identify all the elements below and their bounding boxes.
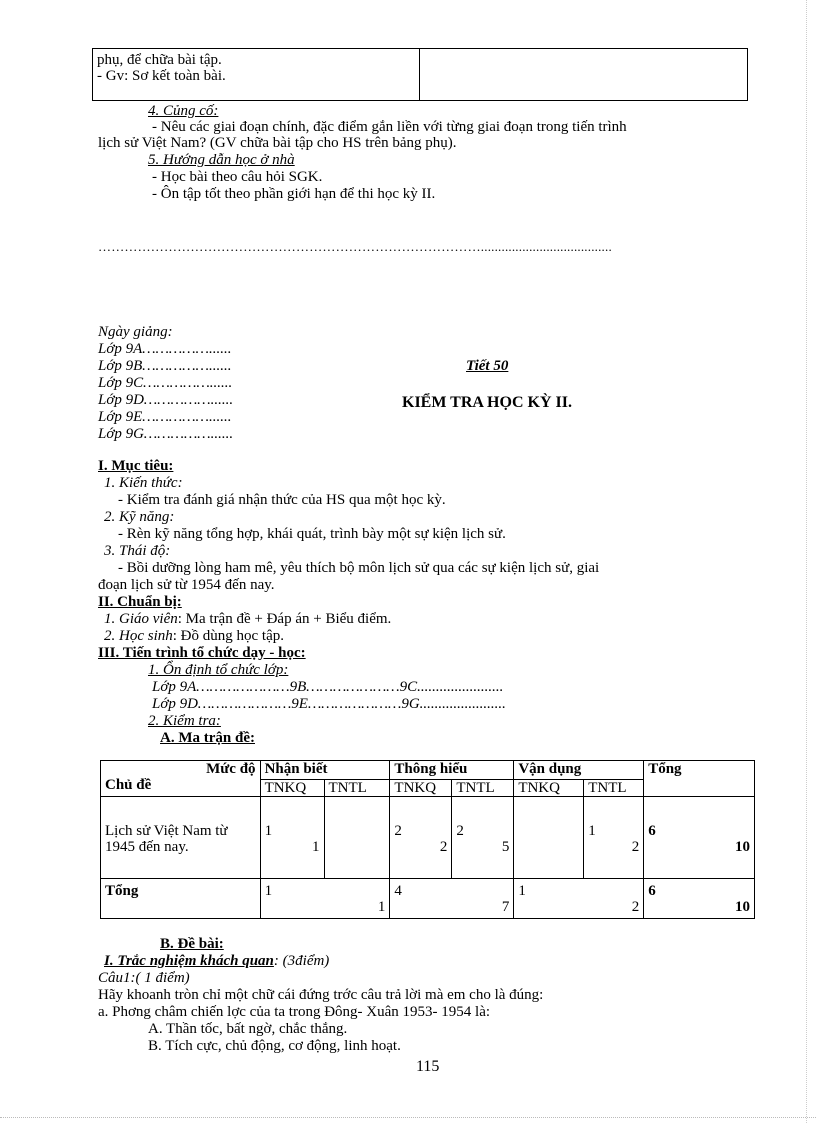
- instruction-text: Hãy khoanh tròn chỉ một chữ cái đứng trớc câu trả lời mà em cho là đúng:: [98, 987, 544, 1003]
- thai-do-text: đoạn lịch sử từ 1954 đến nay.: [98, 577, 275, 593]
- header-tnkq: TNKQ: [390, 780, 452, 797]
- muc-tieu-heading: I. Mục tiêu:: [98, 458, 174, 474]
- gv-label: 1. Giáo viên: [104, 611, 178, 627]
- chuan-bi-gv: [104, 612, 391, 628]
- cung-co-line: - Nêu các giai đoạn chính, đặc điểm gắn liền với từng giai đoạn trong tiến trình: [152, 119, 627, 135]
- lesson-title: KIỂM TRA HỌC KỲ II.: [402, 394, 572, 411]
- ky-nang-label: 2. Kỹ năng:: [104, 509, 175, 525]
- top-table: [92, 48, 748, 101]
- chuan-bi-hs: [104, 629, 284, 645]
- huong-dan-line: - Học bài theo câu hỏi SGK.: [152, 169, 323, 185]
- kien-thuc-text: - Kiểm tra đánh giá nhận thức của HS qua một học kỳ.: [118, 492, 446, 508]
- header-tnkq: TNKQ: [514, 780, 584, 797]
- cell-count: 6: [648, 823, 656, 839]
- topic-text: Lịch sử Việt Nam từ 1945 đến nay.: [105, 823, 228, 855]
- hs-label: 2. Học sinh: [104, 628, 173, 644]
- header-nhan-biet: Nhận biết: [260, 761, 390, 780]
- total-label: Tổng: [101, 879, 261, 919]
- class-roll: Lớp 9D…………………9E…………………9G.......................: [152, 696, 506, 712]
- page-edge-bottom: [0, 1117, 816, 1118]
- class-line: Lớp 9B……………......: [98, 358, 232, 374]
- cell-th-tntl: [452, 797, 514, 879]
- kien-thuc-label: 1. Kiến thức:: [104, 475, 183, 491]
- header-thong-hieu: Thông hiểu: [390, 761, 514, 780]
- total-vd: [514, 879, 644, 919]
- header-tntl: TNTL: [452, 780, 514, 797]
- separator-line: ……………………………………………………………………………......................................: [98, 239, 612, 254]
- header-tntl: TNTL: [584, 780, 644, 797]
- ky-nang-text: - Rèn kỹ năng tổng hợp, khái quát, trình bày một sự kiện lịch sử.: [118, 526, 506, 542]
- question-text: a. Phơng châm chiến lợc của ta trong Đông- Xuân 1953- 1954 là:: [98, 1004, 491, 1020]
- part1-label: I. Trắc nghiệm khách quan: [104, 953, 274, 969]
- gv-text: : Ma trận đề + Đáp án + Biểu điểm.: [177, 611, 392, 627]
- on-dinh-label: 1. Ổn định tổ chức lớp:: [148, 662, 289, 678]
- class-line: Lớp 9G……………......: [98, 426, 234, 442]
- cell-tong: [644, 797, 755, 879]
- cell-count: 1: [264, 883, 273, 899]
- cell-count: 2: [456, 823, 464, 839]
- cell-score: 7: [501, 899, 510, 915]
- lesson-number: Tiết 50: [466, 358, 509, 374]
- header-tntl: TNTL: [324, 780, 390, 797]
- cell-score: 1: [377, 899, 386, 915]
- hs-text: : Đồ dùng học tập.: [172, 628, 284, 644]
- total-nb: [260, 879, 390, 919]
- class-line: Lớp 9E……………......: [98, 409, 232, 425]
- muc-do-label: Mức độ: [206, 761, 256, 777]
- header-tnkq: TNKQ: [260, 780, 324, 797]
- table-line: - Gv: Sơ kết toàn bài.: [97, 68, 226, 84]
- cell-count: 1: [264, 823, 273, 839]
- option-a: A. Thần tốc, bất ngờ, chắc thắng.: [148, 1021, 348, 1037]
- cau1-label: Câu1:( 1 điểm): [98, 970, 190, 986]
- cell-count: 4: [394, 883, 402, 899]
- class-line: Lớp 9A……………......: [98, 341, 232, 357]
- cell-score: 1: [312, 839, 320, 855]
- cell-score: 2: [631, 839, 640, 855]
- cell-score: 10: [735, 899, 750, 915]
- table-divider: [419, 49, 420, 100]
- cell-score: 2: [631, 899, 640, 915]
- cell-score: 2: [439, 839, 448, 855]
- cell-count: 6: [648, 883, 656, 899]
- header-corner: [101, 761, 261, 797]
- part1-score: : (3điểm): [273, 953, 330, 969]
- class-line: Lớp 9C……………......: [98, 375, 233, 391]
- cell-score: 10: [735, 839, 750, 855]
- cell-score: 5: [501, 839, 510, 855]
- page-number: 115: [416, 1058, 440, 1075]
- table-line: phụ, để chữa bài tập.: [97, 52, 222, 68]
- huong-dan-heading: 5. Hướng dẫn học ở nhà: [148, 152, 295, 168]
- class-roll: Lớp 9A…………………9B…………………9C.......................: [152, 679, 504, 695]
- table-cell-left: [97, 52, 226, 84]
- cell-count: 1: [588, 823, 596, 839]
- cell-nb-tntl: [324, 797, 390, 879]
- header-van-dung: Vận dụng: [514, 761, 644, 780]
- huong-dan-line: - Ôn tập tốt theo phần giới hạn để thi học kỳ II.: [152, 186, 436, 202]
- chu-de-label: Chủ đề: [105, 777, 152, 793]
- chuan-bi-heading: II. Chuẩn bị:: [98, 594, 182, 610]
- header-tong: Tổng: [644, 761, 755, 797]
- ngay-giang-label: Ngày giảng:: [98, 324, 173, 340]
- cell-th-tnkq: [390, 797, 452, 879]
- option-b: B. Tích cực, chủ động, cơ động, linh hoạt.: [148, 1038, 401, 1054]
- class-line: Lớp 9D……………......: [98, 392, 234, 408]
- cell-count: 2: [394, 823, 402, 839]
- ma-tran-heading: A. Ma trận đề:: [160, 730, 255, 746]
- cung-co-heading: 4. Củng cố:: [148, 103, 219, 119]
- matrix-table: [100, 760, 755, 919]
- tien-trinh-heading: III. Tiến trình tổ chức dạy - học:: [98, 645, 306, 661]
- total-tong: [644, 879, 755, 919]
- kiem-tra-label: 2. Kiểm tra:: [148, 713, 221, 729]
- cell-vd-tnkq: [514, 797, 584, 879]
- topic-cell: [101, 797, 261, 879]
- thai-do-text: - Bồi dưỡng lòng ham mê, yêu thích bộ môn lịch sử qua các sự kiện lịch sử, giai: [118, 560, 600, 576]
- thai-do-label: 3. Thái độ:: [104, 543, 171, 559]
- total-th: [390, 879, 514, 919]
- cell-vd-tntl: [584, 797, 644, 879]
- cung-co-line: lịch sử Việt Nam? (GV chữa bài tập cho HS trên bảng phụ).: [98, 135, 457, 151]
- part1-heading: [104, 954, 329, 970]
- de-bai-heading: B. Đề bài:: [160, 936, 224, 952]
- cell-nb-tnkq: [260, 797, 324, 879]
- cell-count: 1: [518, 883, 526, 899]
- page-edge-right: [806, 0, 807, 1123]
